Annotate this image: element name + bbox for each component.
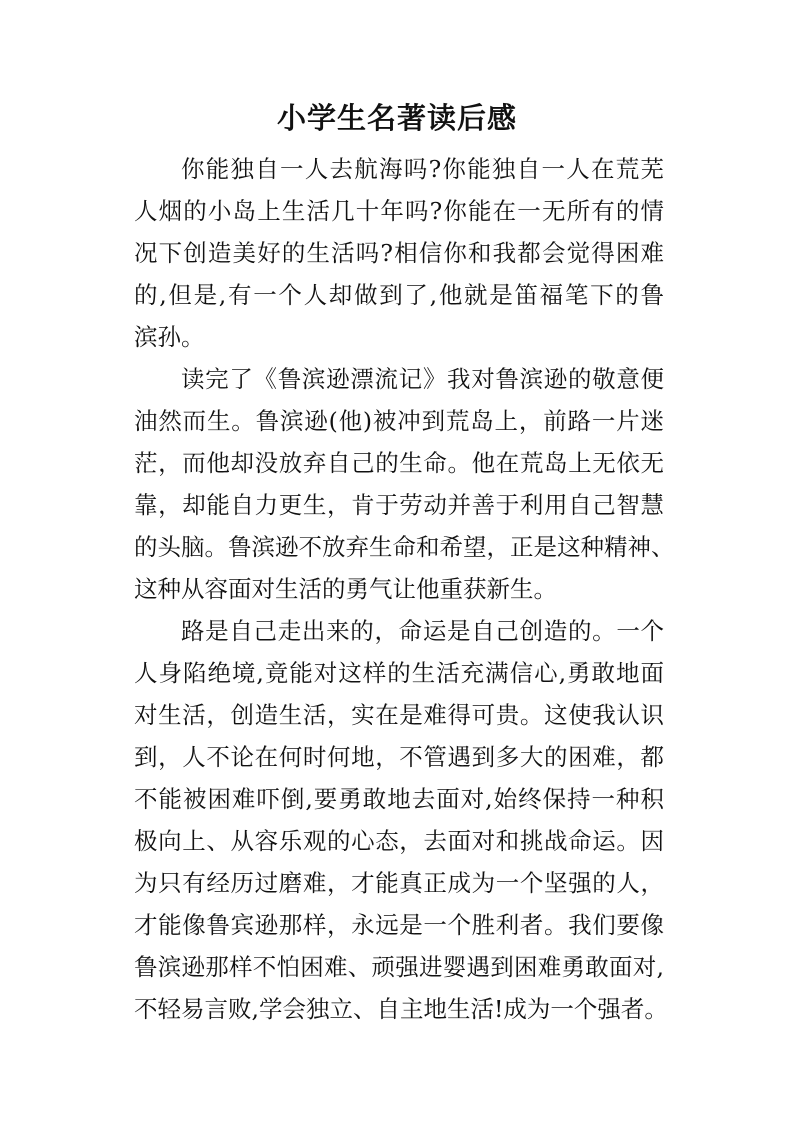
paragraph-1-line: 人烟的小岛上生活几十年吗?你能在一无所有的情	[134, 197, 664, 225]
paragraph-1-line: 的,但是,有一个人却做到了,他就是笛福笔下的鲁	[134, 281, 664, 309]
paragraph-2-line: 这种从容面对生活的勇气让他重获新生。	[134, 575, 557, 603]
paragraph-2-line: 油然而生。鲁滨逊(他)被冲到荒岛上，前路一片迷	[134, 407, 664, 435]
paragraph-3-line: 路是自己走出来的，命运是自己创造的。一个	[181, 617, 664, 645]
paragraph-3-line: 到，人不论在何时何地，不管遇到多大的困难，都	[134, 743, 664, 771]
paragraph-2-line: 靠，却能自力更生，肯于劳动并善于利用自己智慧	[134, 491, 664, 519]
paragraph-3-line: 不能被困难吓倒,要勇敢地去面对,始终保持一种积	[134, 785, 664, 813]
paragraph-1-line: 你能独自一人去航海吗?你能独自一人在荒芜	[181, 155, 664, 183]
document-body	[134, 148, 675, 1030]
paragraph-1-line: 况下创造美好的生活吗?相信你和我都会觉得困难	[134, 239, 664, 267]
paragraph-3-line: 不轻易言败,学会独立、自主地生活!成为一个强者。	[134, 995, 668, 1023]
paragraph-3-line: 鲁滨逊那样不怕困难、顽强进婴遇到困难勇敢面对,	[134, 953, 664, 981]
paragraph-2-line: 茫，而他却没放弃自己的生命。他在荒岛上无依无	[134, 449, 664, 477]
paragraph-2-line: 的头脑。鲁滨逊不放弃生命和希望，正是这种精神、	[134, 533, 675, 561]
paragraph-3-line: 为只有经历过磨难，才能真正成为一个坚强的人，	[134, 869, 664, 897]
paragraph-3-line: 人身陷绝境,竟能对这样的生活充满信心,勇敢地面	[134, 659, 664, 687]
paragraph-1-line: 滨孙。	[134, 323, 205, 351]
paragraph-2-line: 读完了《鲁滨逊漂流记》我对鲁滨逊的敬意便	[181, 365, 664, 393]
paragraph-3-line: 才能像鲁宾逊那样，永远是一个胜利者。我们要像	[134, 911, 664, 939]
paragraph-3-line: 极向上、从容乐观的心态，去面对和挑战命运。因	[134, 827, 664, 855]
paragraph-3-line: 对生活，创造生活，实在是难得可贵。这使我认识	[134, 701, 664, 729]
page-title: 小学生名著读后感	[276, 101, 517, 135]
